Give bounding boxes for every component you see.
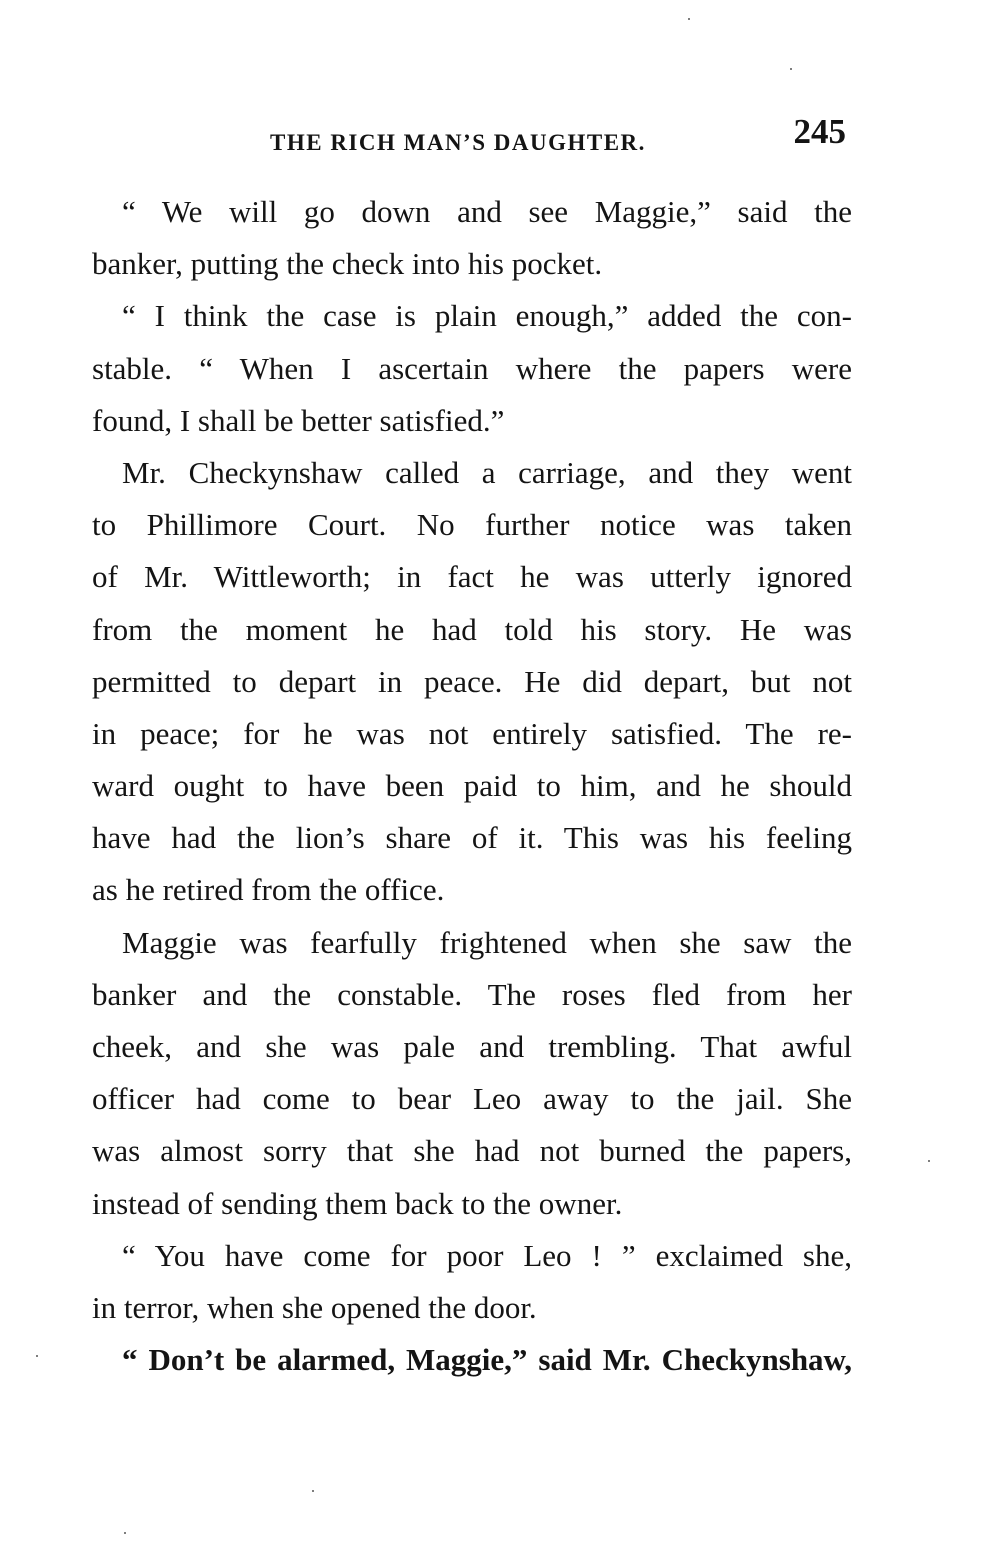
text-line: Mr. Checkynshaw called a carriage, and they went: [122, 454, 852, 490]
text-line: permitted to depart in peace. He did depart, but not: [92, 663, 852, 699]
text-line: “ Don’t be alarmed, Maggie,” said Mr. Checkynshaw,: [122, 1342, 852, 1378]
text-line: banker and the constable. The roses fled from her: [92, 976, 852, 1012]
text-line: Maggie was fearfully frightened when she saw the: [122, 924, 852, 960]
text-line: cheek, and she was pale and trembling. That awful: [92, 1029, 852, 1064]
text-line: “ I think the case is plain enough,” added the con-: [122, 298, 852, 334]
text-line: of Mr. Wittleworth; in fact he was utterly ignored: [92, 559, 852, 595]
text-line: was almost sorry that she had not burned the papers,: [92, 1133, 852, 1169]
scan-speck: [124, 1532, 126, 1534]
scan-speck: [790, 68, 792, 70]
text-line: banker, putting the check into his pocket.: [92, 246, 603, 282]
scan-speck: [688, 18, 690, 20]
page-number: 245: [793, 112, 846, 151]
text-line: “ We will go down and see Maggie,” said the: [122, 194, 852, 229]
running-head: [92, 112, 852, 162]
text-line: found, I shall be better satisfied.”: [92, 402, 505, 438]
scan-speck: [928, 1160, 930, 1162]
scan-speck: [312, 1490, 314, 1492]
text-line: from the moment he had told his story. He was: [92, 611, 852, 647]
text-line: stable. “ When I ascertain where the papers were: [92, 350, 852, 386]
text-line: officer had come to bear Leo away to the jail. She: [92, 1081, 852, 1117]
text-line: to Phillimore Court. No further notice was taken: [92, 507, 852, 543]
text-line: ward ought to have been paid to him, and he should: [92, 768, 852, 804]
running-title: THE RICH MAN’S DAUGHTER.: [270, 130, 646, 155]
text-line: in terror, when she opened the door.: [92, 1289, 537, 1325]
text-line: “ You have come for poor Leo ! ” exclaimed she,: [122, 1237, 852, 1273]
scan-speck: [36, 1355, 38, 1357]
text-line: instead of sending them back to the owner.: [92, 1185, 623, 1221]
text-line: as he retired from the office.: [92, 872, 445, 908]
text-line: have had the lion’s share of it. This was his feeling: [92, 820, 852, 856]
text-line: in peace; for he was not entirely satisfied. The re-: [92, 715, 852, 751]
body-text: [92, 186, 852, 1386]
